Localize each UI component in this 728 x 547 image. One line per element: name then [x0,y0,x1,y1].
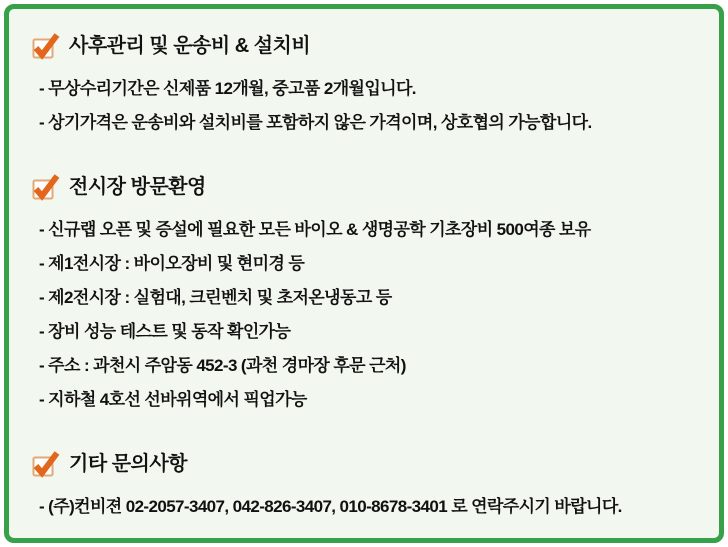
bullet-item: - 제1전시장 : 바이오장비 및 현미경 등 [39,254,305,273]
section-showroom [32,174,699,417]
section-title: 전시장 방문환영 [69,176,206,198]
section-contact [32,451,699,524]
section-heading [32,33,699,59]
bullet-list [32,72,699,140]
bullet-item: - 지하철 4호선 선바위역에서 픽업가능 [39,390,307,409]
bullet-item: - (주)컨비젼 02-2057-3407, 042-826-3407, 010-8678-3401 로 연락주시기 바랍니다. [39,497,622,516]
bullet-item: - 제2전시장 : 실험대, 크린벤치 및 초저온냉동고 등 [39,288,392,307]
notice-panel [4,4,724,543]
section-title: 사후관리 및 운송비 & 설치비 [69,35,311,57]
section-title: 기타 문의사항 [69,453,187,475]
section-heading [32,451,699,477]
section-heading [32,174,699,200]
bullet-item: - 장비 성능 테스트 및 동작 확인가능 [39,322,291,341]
bullet-list [32,490,699,524]
checkbox-checked-icon [32,174,58,200]
checkbox-checked-icon [32,33,58,59]
bullet-item: - 신규랩 오픈 및 증설에 필요한 모든 바이오 & 생명공학 기초장비 500여종 보유 [39,220,591,239]
bullet-item: - 무상수리기간은 신제품 12개월, 중고품 2개월입니다. [39,79,416,98]
section-aftercare [32,33,699,140]
bullet-item: - 상기가격은 운송비와 설치비를 포함하지 않은 가격이며, 상호협의 가능합니다. [39,113,592,132]
checkbox-checked-icon [32,451,58,477]
bullet-list [32,213,699,417]
bullet-item: - 주소 : 과천시 주암동 452-3 (과천 경마장 후문 근처) [39,356,406,375]
